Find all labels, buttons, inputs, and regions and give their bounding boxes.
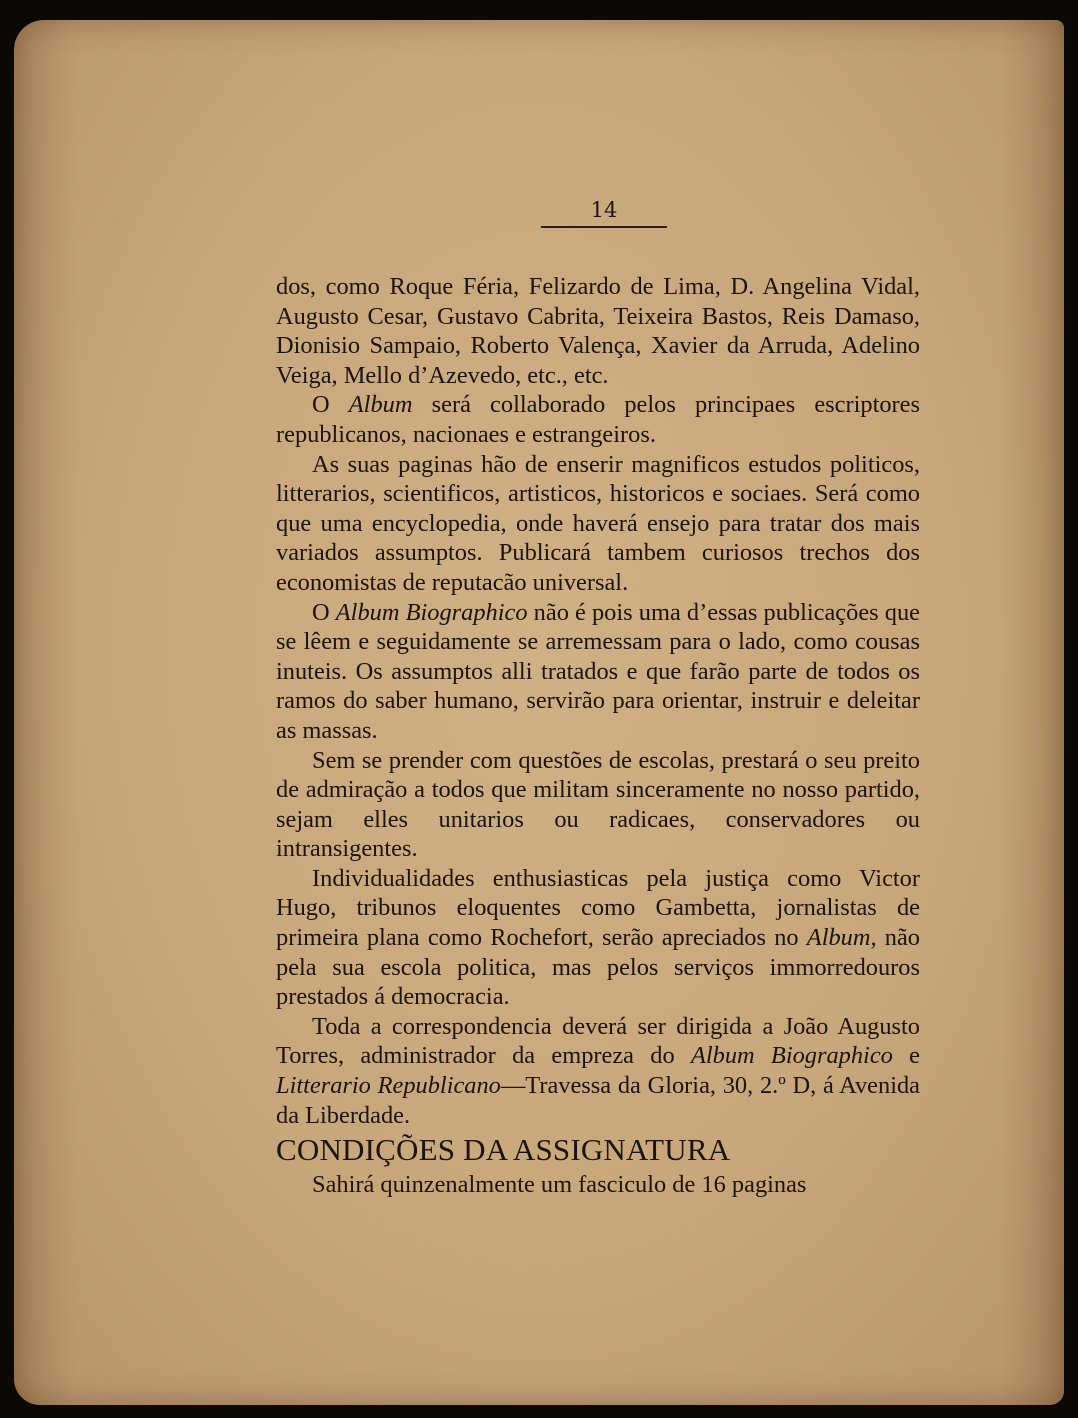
section-heading: CONDIÇÕES DA ASSIGNATURA	[276, 1132, 731, 1168]
album-title: Litterario Republicano	[276, 1072, 501, 1100]
album-title: Album Biographico	[690, 1042, 893, 1070]
page-number: 14	[541, 196, 667, 228]
paragraph-frequency: Sahirá quinzenalmente um fasciculo de 16 paginas	[312, 1171, 807, 1199]
page-sheet	[14, 20, 1064, 1405]
paragraph-schools: Sem se prender com questões de escolas, prestará o seu preito de admiração a todos que militam sinceramente no nosso partido, sejam elles unitarios ou radicaes, conservadores ou intransigentes.	[276, 746, 920, 863]
album-title: Album Biographico	[335, 598, 528, 626]
paragraph-correspondence: Toda a correspondencia deverá ser dirigida a João Augusto Torres, administrador da empreza do Album Biographico e Litterario Republicano—Travessa da Gloria, 30, 2.º D, á Avenida da Liberdade.	[276, 1012, 920, 1129]
body-text	[276, 272, 920, 1200]
album-title: Album,	[806, 924, 877, 952]
paragraph-collaborators: O Album será collaborado pelos principaes escriptores republicanos, nacionaes e estrangeiros.	[276, 391, 921, 448]
album-title: Album	[348, 391, 413, 419]
paragraph-purpose: O Album Biographico não é pois uma d’essas publicações que se lêem e seguidamente se arremessam para o lado, como cousas inuteis. Os assumptos alli tratados e que farão parte de todos os ramos do saber humano, servirão para orientar, instruir e deleitar as massas.	[276, 598, 920, 744]
paragraph-individualities: Individualidades enthusiasticas pela justiça como Victor Hugo, tribunos eloquentes como Gambetta, jornalistas de primeira plana como Rochefort, serão apreciados no Album, não pela sua escola politica, mas pelos serviços immorredouros prestados á democracia.	[276, 864, 920, 1011]
paragraph-contributors: dos, como Roque Féria, Felizardo de Lima, D. Angelina Vidal, Augusto Cesar, Gustavo Cabrita, Teixeira Bastos, Reis Damaso, Dionisio Sampaio, Roberto Valença, Xavier da Arruda, Adelino Veiga, Mello d’Azevedo, etc., etc.	[276, 273, 920, 389]
paragraph-contents: As suas paginas hão de enserir magnificos estudos politicos, litterarios, scientificos, artisticos, historicos e sociaes. Será como que uma encyclopedia, onde haverá ensejo para tratar dos mais variados assumptos. Publicará tambem curiosos trechos dos economistas de reputacão universal.	[276, 450, 920, 596]
